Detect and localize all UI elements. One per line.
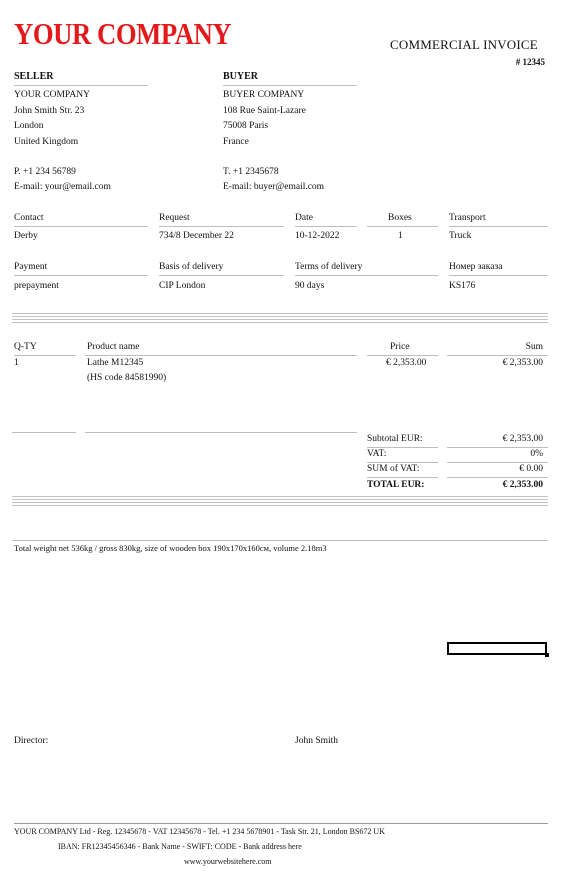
invoice-number: # 12345 [515, 57, 545, 67]
qty-header-divider [14, 355, 76, 356]
weight-top-divider [12, 540, 548, 541]
item-sum: € 2,353.00 [502, 358, 543, 368]
seller-divider [14, 85, 148, 86]
basis-label: Basis of delivery [159, 262, 224, 272]
product-header-divider [85, 355, 357, 356]
subtotal-divider [367, 447, 438, 448]
boxes-value: 1 [398, 231, 403, 241]
basis-divider [159, 275, 284, 276]
buyer-email: E-mail: buyer@email.com [223, 182, 325, 192]
terms-label: Terms of delivery [295, 262, 363, 272]
contact-divider [14, 226, 148, 227]
transport-label: Transport [449, 213, 486, 223]
transport-divider [449, 226, 548, 227]
footer-company-line: YOUR COMPANY Ltd - Reg. 12345678 - VAT 12345678 - Tel. +1 234 5678901 - Task Str. 21, London BS672 UK [14, 827, 385, 836]
vat-divider [367, 462, 438, 463]
buyer-name: BUYER COMPANY [223, 90, 305, 100]
terms-divider [295, 275, 438, 276]
product-header: Product name [87, 342, 140, 352]
price-header-divider [367, 355, 438, 356]
item-product: Lathe M12345 [87, 358, 144, 368]
subtotal-value: € 2,353.00 [502, 434, 543, 444]
seller-city: London [14, 121, 44, 131]
qty-footer-divider [12, 432, 76, 433]
footer-website[interactable]: www.yourwebsitehere.com [184, 857, 272, 866]
buyer-phone: T. +1 2345678 [223, 167, 279, 177]
sum-vat-value-divider [447, 477, 548, 478]
date-value: 10-12-2022 [295, 231, 340, 241]
totals-separator [12, 496, 548, 508]
contact-label: Contact [14, 213, 44, 223]
product-footer-divider [85, 432, 357, 433]
seller-phone: P. +1 234 56789 [14, 167, 76, 177]
buyer-heading: BUYER [223, 71, 259, 82]
payment-value: prepayment [14, 281, 59, 291]
buyer-divider [223, 85, 357, 86]
company-logo: YOUR COMPANY [14, 16, 232, 51]
seller-heading: SELLER [14, 71, 54, 82]
transport-value: Truck [449, 231, 472, 241]
order-value: KS176 [449, 281, 476, 291]
seller-email: E-mail: your@email.com [14, 182, 111, 192]
subtotal-value-divider [447, 447, 548, 448]
boxes-divider [367, 226, 438, 227]
weight-note: Total weight net 536kg / gross 830kg, size of wooden box 190x170x160см, volume 2.18m3 [14, 543, 327, 553]
subtotal-label: Subtotal EUR: [367, 434, 423, 444]
date-divider [295, 226, 357, 227]
contact-value: Derby [14, 231, 38, 241]
sum-header: Sum [525, 342, 543, 352]
sum-header-divider [447, 355, 548, 356]
request-divider [159, 226, 284, 227]
section-separator [12, 313, 548, 325]
date-label: Date [295, 213, 313, 223]
item-qty: 1 [14, 358, 19, 368]
sum-vat-divider [367, 477, 438, 478]
vat-value-divider [447, 462, 548, 463]
buyer-city: 75008 Paris [223, 121, 269, 131]
basis-value: CIP London [159, 281, 206, 291]
order-label: Номер заказа [449, 262, 503, 272]
boxes-label: Boxes [388, 213, 412, 223]
sum-vat-label: SUM of VAT: [367, 464, 420, 474]
item-price: € 2,353.00 [386, 358, 427, 368]
stamp-placeholder [447, 642, 547, 655]
seller-country: United Kingdom [14, 137, 79, 147]
payment-divider [14, 275, 148, 276]
footer-divider [14, 823, 548, 824]
item-product-note: (HS code 84581990) [87, 373, 167, 383]
buyer-street: 108 Rue Saint-Lazare [223, 106, 306, 116]
total-label: TOTAL EUR: [367, 480, 425, 490]
sum-vat-value: € 0.00 [519, 464, 543, 474]
payment-label: Payment [14, 262, 48, 272]
qty-header: Q-TY [14, 342, 37, 352]
director-label: Director: [14, 736, 49, 746]
vat-label: VAT: [367, 449, 387, 459]
buyer-country: France [223, 137, 249, 147]
document-title: COMMERCIAL INVOICE [390, 37, 538, 52]
price-header: Price [390, 342, 410, 352]
vat-value: 0% [530, 449, 543, 459]
seller-street: John Smith Str. 23 [14, 106, 85, 116]
request-label: Request [159, 213, 190, 223]
request-value: 734/8 December 22 [159, 231, 234, 241]
terms-value: 90 days [295, 281, 325, 291]
order-divider [449, 275, 548, 276]
director-name: John Smith [295, 736, 339, 746]
footer-bank-line: IBAN: FR12345456346 - Bank Name - SWIFT: CODE - Bank address here [58, 842, 302, 851]
seller-name: YOUR COMPANY [14, 90, 90, 100]
total-value: € 2,353.00 [502, 480, 543, 490]
